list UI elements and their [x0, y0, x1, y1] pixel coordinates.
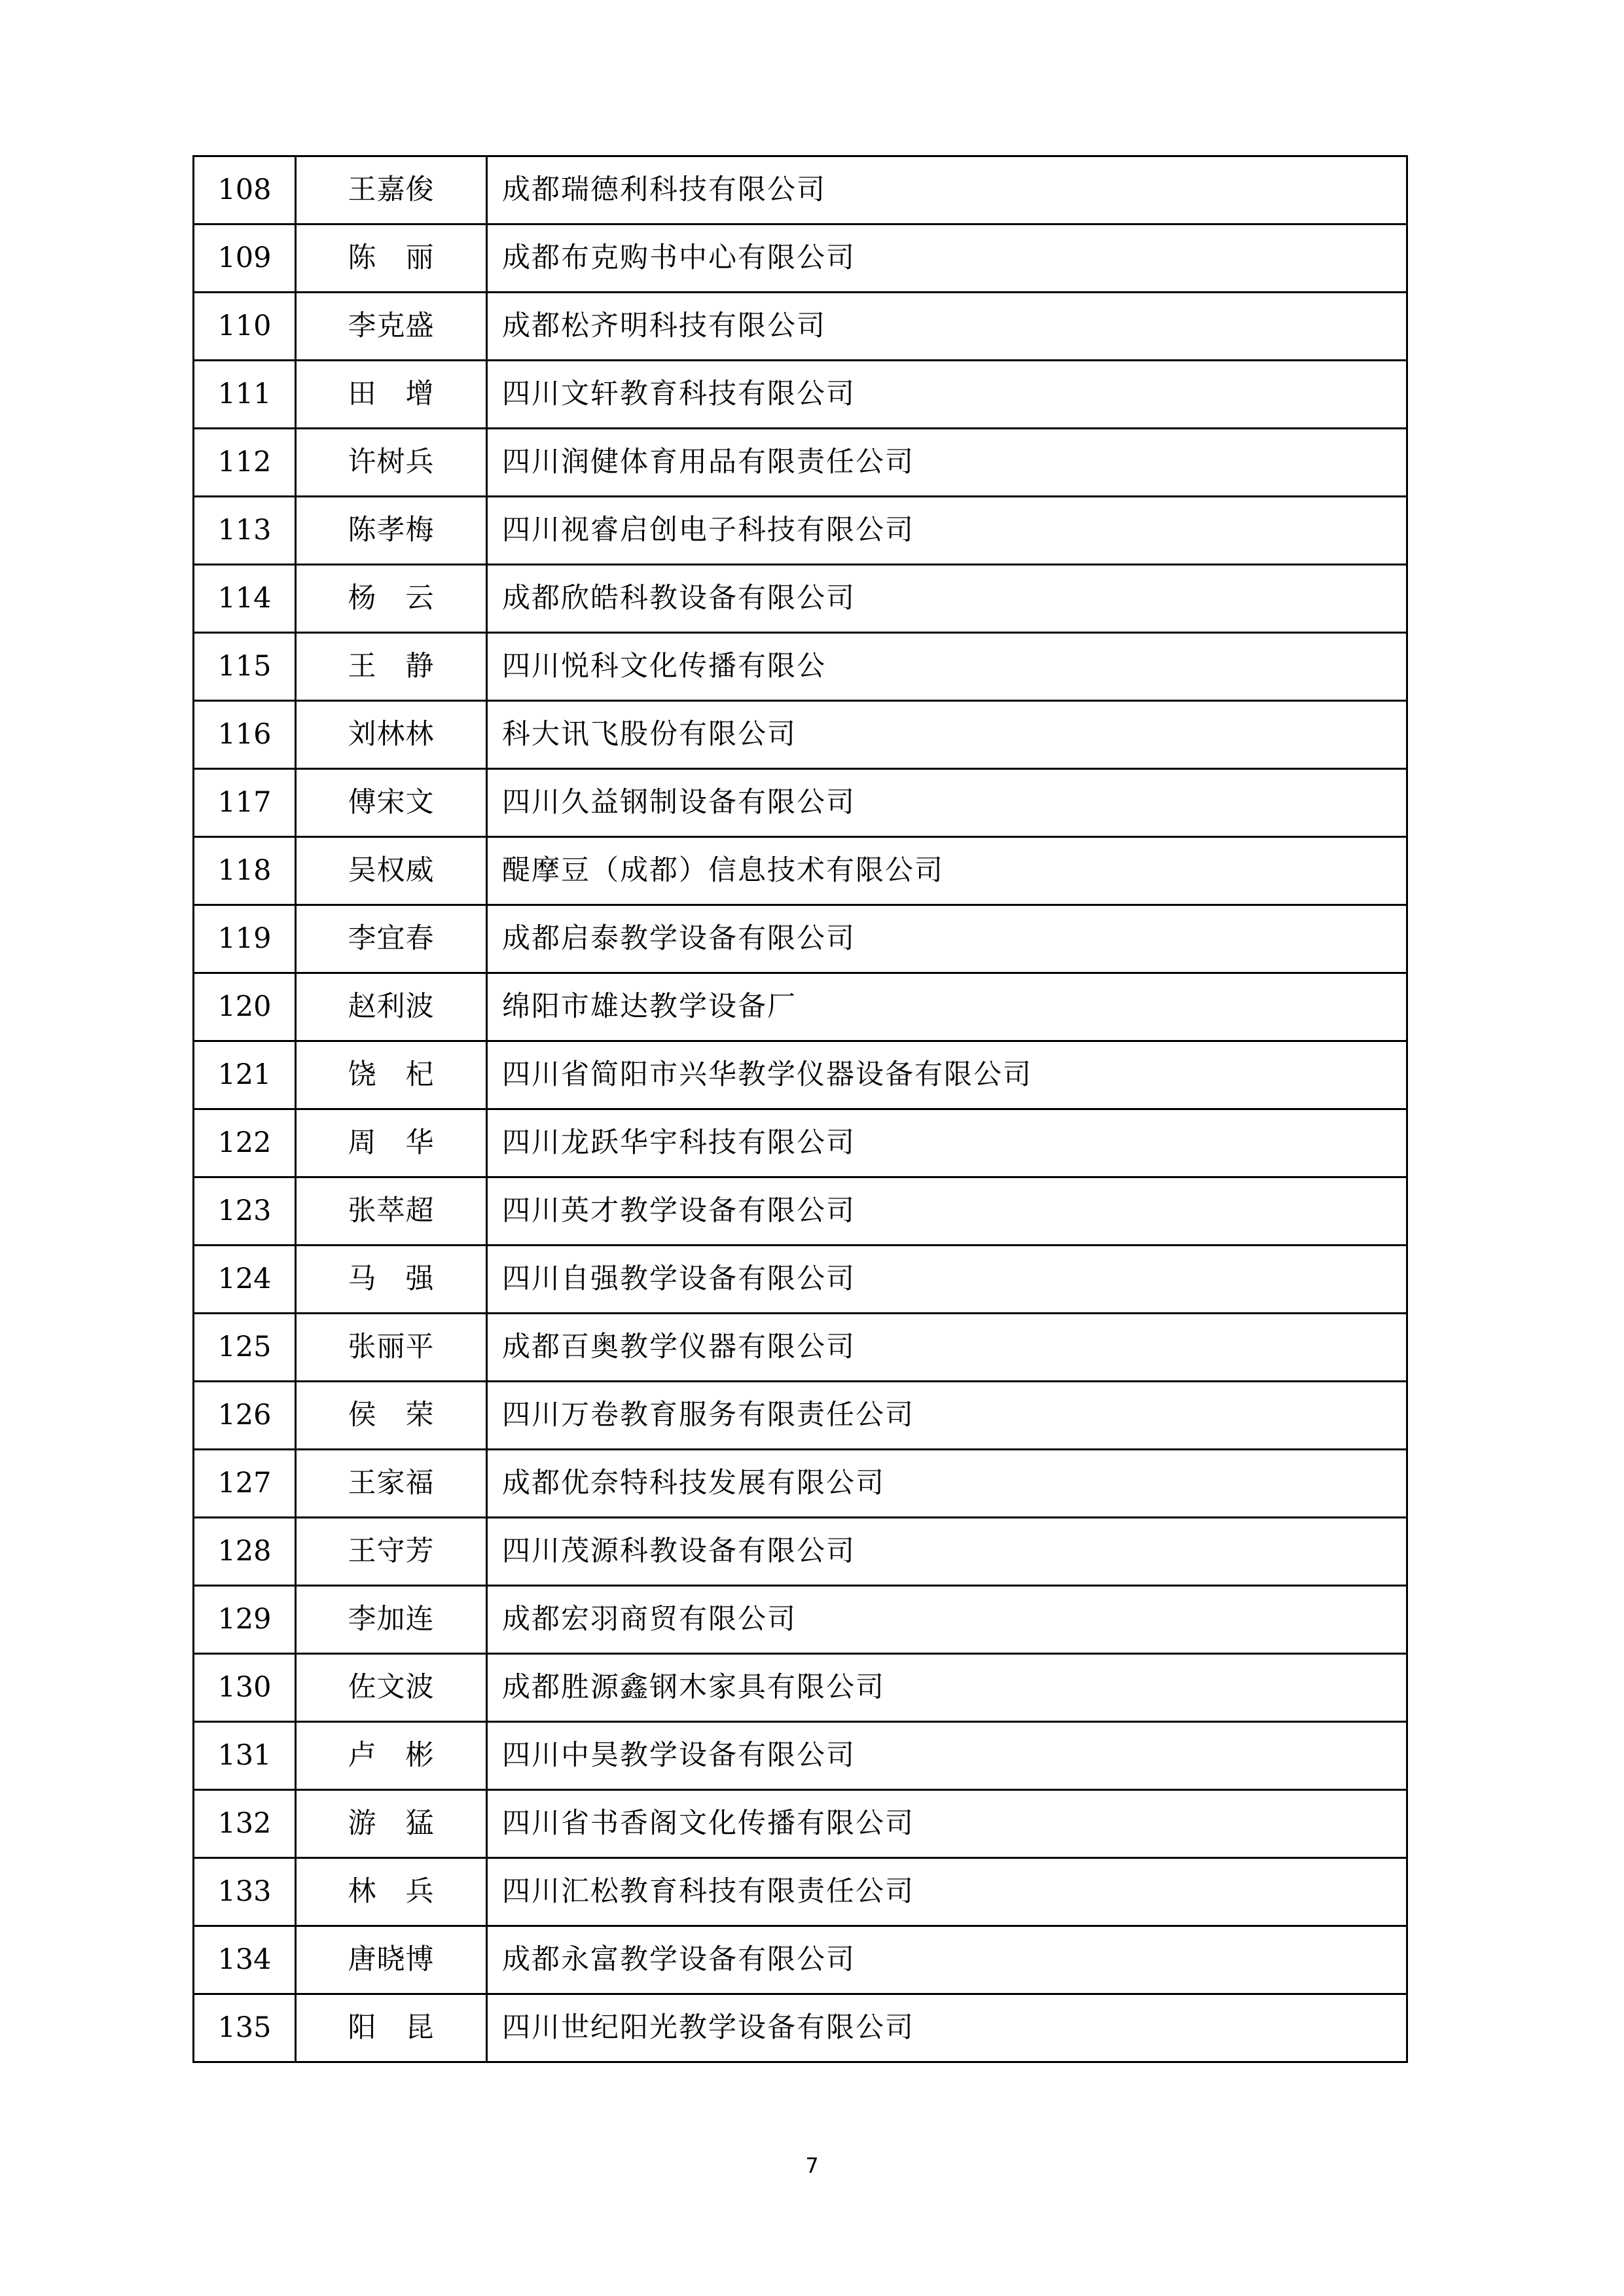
- table-row: [194, 1722, 1407, 1790]
- person-name-cell: 王家福: [296, 1450, 487, 1518]
- row-number-cell: 121: [194, 1041, 296, 1109]
- company-name-cell: 成都瑞德利科技有限公司: [487, 156, 1407, 224]
- company-name-cell: 四川文轩教育科技有限公司: [487, 361, 1407, 429]
- table-row: [194, 973, 1407, 1041]
- table-row: [194, 1382, 1407, 1450]
- company-name-cell: 成都启泰教学设备有限公司: [487, 905, 1407, 973]
- table-row: [194, 565, 1407, 633]
- person-name-cell: 张丽平: [296, 1314, 487, 1382]
- table-row: [194, 224, 1407, 293]
- table-row: [194, 1654, 1407, 1722]
- row-number-cell: 116: [194, 701, 296, 769]
- row-number-cell: 120: [194, 973, 296, 1041]
- company-name-cell: 成都宏羽商贸有限公司: [487, 1586, 1407, 1654]
- row-number-cell: 127: [194, 1450, 296, 1518]
- table-row: [194, 1246, 1407, 1314]
- person-name-cell: 陈 丽: [296, 224, 487, 293]
- page-number: 7: [805, 2153, 819, 2178]
- company-name-cell: 四川龙跃华宇科技有限公司: [487, 1109, 1407, 1177]
- row-number-cell: 133: [194, 1858, 296, 1926]
- table-row: [194, 361, 1407, 429]
- person-name-cell: 马 强: [296, 1246, 487, 1314]
- person-name-cell: 李加连: [296, 1586, 487, 1654]
- row-number-cell: 122: [194, 1109, 296, 1177]
- person-name-cell: 杨 云: [296, 565, 487, 633]
- company-name-cell: 成都永富教学设备有限公司: [487, 1926, 1407, 1994]
- person-name-cell: 陈孝梅: [296, 497, 487, 565]
- row-number-cell: 112: [194, 429, 296, 497]
- table-row: [194, 293, 1407, 361]
- company-name-cell: 成都胜源鑫钢木家具有限公司: [487, 1654, 1407, 1722]
- table-row: [194, 1858, 1407, 1926]
- person-name-cell: 王守芳: [296, 1518, 487, 1586]
- person-name-cell: 唐晓博: [296, 1926, 487, 1994]
- company-name-cell: 四川久益钢制设备有限公司: [487, 769, 1407, 837]
- person-name-cell: 许树兵: [296, 429, 487, 497]
- row-number-cell: 125: [194, 1314, 296, 1382]
- company-name-cell: 四川茂源科教设备有限公司: [487, 1518, 1407, 1586]
- table-row: [194, 1790, 1407, 1858]
- row-number-cell: 128: [194, 1518, 296, 1586]
- table-row: [194, 1994, 1407, 2062]
- table-row: [194, 1109, 1407, 1177]
- table-row: [194, 1518, 1407, 1586]
- person-name-cell: 阳 昆: [296, 1994, 487, 2062]
- row-number-cell: 134: [194, 1926, 296, 1994]
- company-name-cell: 四川悦科文化传播有限公: [487, 633, 1407, 701]
- company-name-cell: 成都松齐明科技有限公司: [487, 293, 1407, 361]
- person-name-cell: 李宜春: [296, 905, 487, 973]
- company-name-cell: 四川世纪阳光教学设备有限公司: [487, 1994, 1407, 2062]
- table-row: [194, 497, 1407, 565]
- company-name-cell: 四川自强教学设备有限公司: [487, 1246, 1407, 1314]
- row-number-cell: 129: [194, 1586, 296, 1654]
- row-number-cell: 108: [194, 156, 296, 224]
- row-number-cell: 114: [194, 565, 296, 633]
- row-number-cell: 113: [194, 497, 296, 565]
- person-name-cell: 傅宋文: [296, 769, 487, 837]
- table-row: [194, 633, 1407, 701]
- company-name-cell: 绵阳市雄达教学设备厂: [487, 973, 1407, 1041]
- person-name-cell: 佐文波: [296, 1654, 487, 1722]
- roster-table-body: [194, 156, 1407, 2062]
- company-name-cell: 四川万卷教育服务有限责任公司: [487, 1382, 1407, 1450]
- person-name-cell: 饶 杞: [296, 1041, 487, 1109]
- company-name-cell: 四川汇松教育科技有限责任公司: [487, 1858, 1407, 1926]
- row-number-cell: 111: [194, 361, 296, 429]
- table-row: [194, 769, 1407, 837]
- person-name-cell: 王嘉俊: [296, 156, 487, 224]
- row-number-cell: 117: [194, 769, 296, 837]
- row-number-cell: 126: [194, 1382, 296, 1450]
- company-name-cell: 成都优奈特科技发展有限公司: [487, 1450, 1407, 1518]
- table-row: [194, 701, 1407, 769]
- table-row: [194, 905, 1407, 973]
- row-number-cell: 115: [194, 633, 296, 701]
- row-number-cell: 131: [194, 1722, 296, 1790]
- row-number-cell: 109: [194, 224, 296, 293]
- company-name-cell: 成都布克购书中心有限公司: [487, 224, 1407, 293]
- company-name-cell: 四川省书香阁文化传播有限公司: [487, 1790, 1407, 1858]
- person-name-cell: 赵利波: [296, 973, 487, 1041]
- person-name-cell: 李克盛: [296, 293, 487, 361]
- person-name-cell: 游 猛: [296, 1790, 487, 1858]
- person-name-cell: 田 增: [296, 361, 487, 429]
- company-name-cell: 四川视睿启创电子科技有限公司: [487, 497, 1407, 565]
- row-number-cell: 130: [194, 1654, 296, 1722]
- table-row: [194, 1041, 1407, 1109]
- company-name-cell: 醍摩豆（成都）信息技术有限公司: [487, 837, 1407, 905]
- company-name-cell: 成都百奥教学仪器有限公司: [487, 1314, 1407, 1382]
- person-name-cell: 王 静: [296, 633, 487, 701]
- row-number-cell: 124: [194, 1246, 296, 1314]
- person-name-cell: 林 兵: [296, 1858, 487, 1926]
- row-number-cell: 135: [194, 1994, 296, 2062]
- row-number-cell: 118: [194, 837, 296, 905]
- company-name-cell: 科大讯飞股份有限公司: [487, 701, 1407, 769]
- table-row: [194, 156, 1407, 224]
- company-name-cell: 四川润健体育用品有限责任公司: [487, 429, 1407, 497]
- company-name-cell: 四川英才教学设备有限公司: [487, 1177, 1407, 1246]
- row-number-cell: 132: [194, 1790, 296, 1858]
- company-name-cell: 四川省简阳市兴华教学仪器设备有限公司: [487, 1041, 1407, 1109]
- company-name-cell: 成都欣皓科教设备有限公司: [487, 565, 1407, 633]
- table-row: [194, 1450, 1407, 1518]
- table-row: [194, 1586, 1407, 1654]
- roster-table: [192, 155, 1408, 2063]
- table-row: [194, 1314, 1407, 1382]
- table-row: [194, 429, 1407, 497]
- person-name-cell: 张萃超: [296, 1177, 487, 1246]
- person-name-cell: 吴权威: [296, 837, 487, 905]
- row-number-cell: 110: [194, 293, 296, 361]
- table-row: [194, 1926, 1407, 1994]
- table-row: [194, 837, 1407, 905]
- person-name-cell: 刘林林: [296, 701, 487, 769]
- row-number-cell: 119: [194, 905, 296, 973]
- person-name-cell: 卢 彬: [296, 1722, 487, 1790]
- person-name-cell: 侯 荣: [296, 1382, 487, 1450]
- table-row: [194, 1177, 1407, 1246]
- row-number-cell: 123: [194, 1177, 296, 1246]
- person-name-cell: 周 华: [296, 1109, 487, 1177]
- company-name-cell: 四川中昊教学设备有限公司: [487, 1722, 1407, 1790]
